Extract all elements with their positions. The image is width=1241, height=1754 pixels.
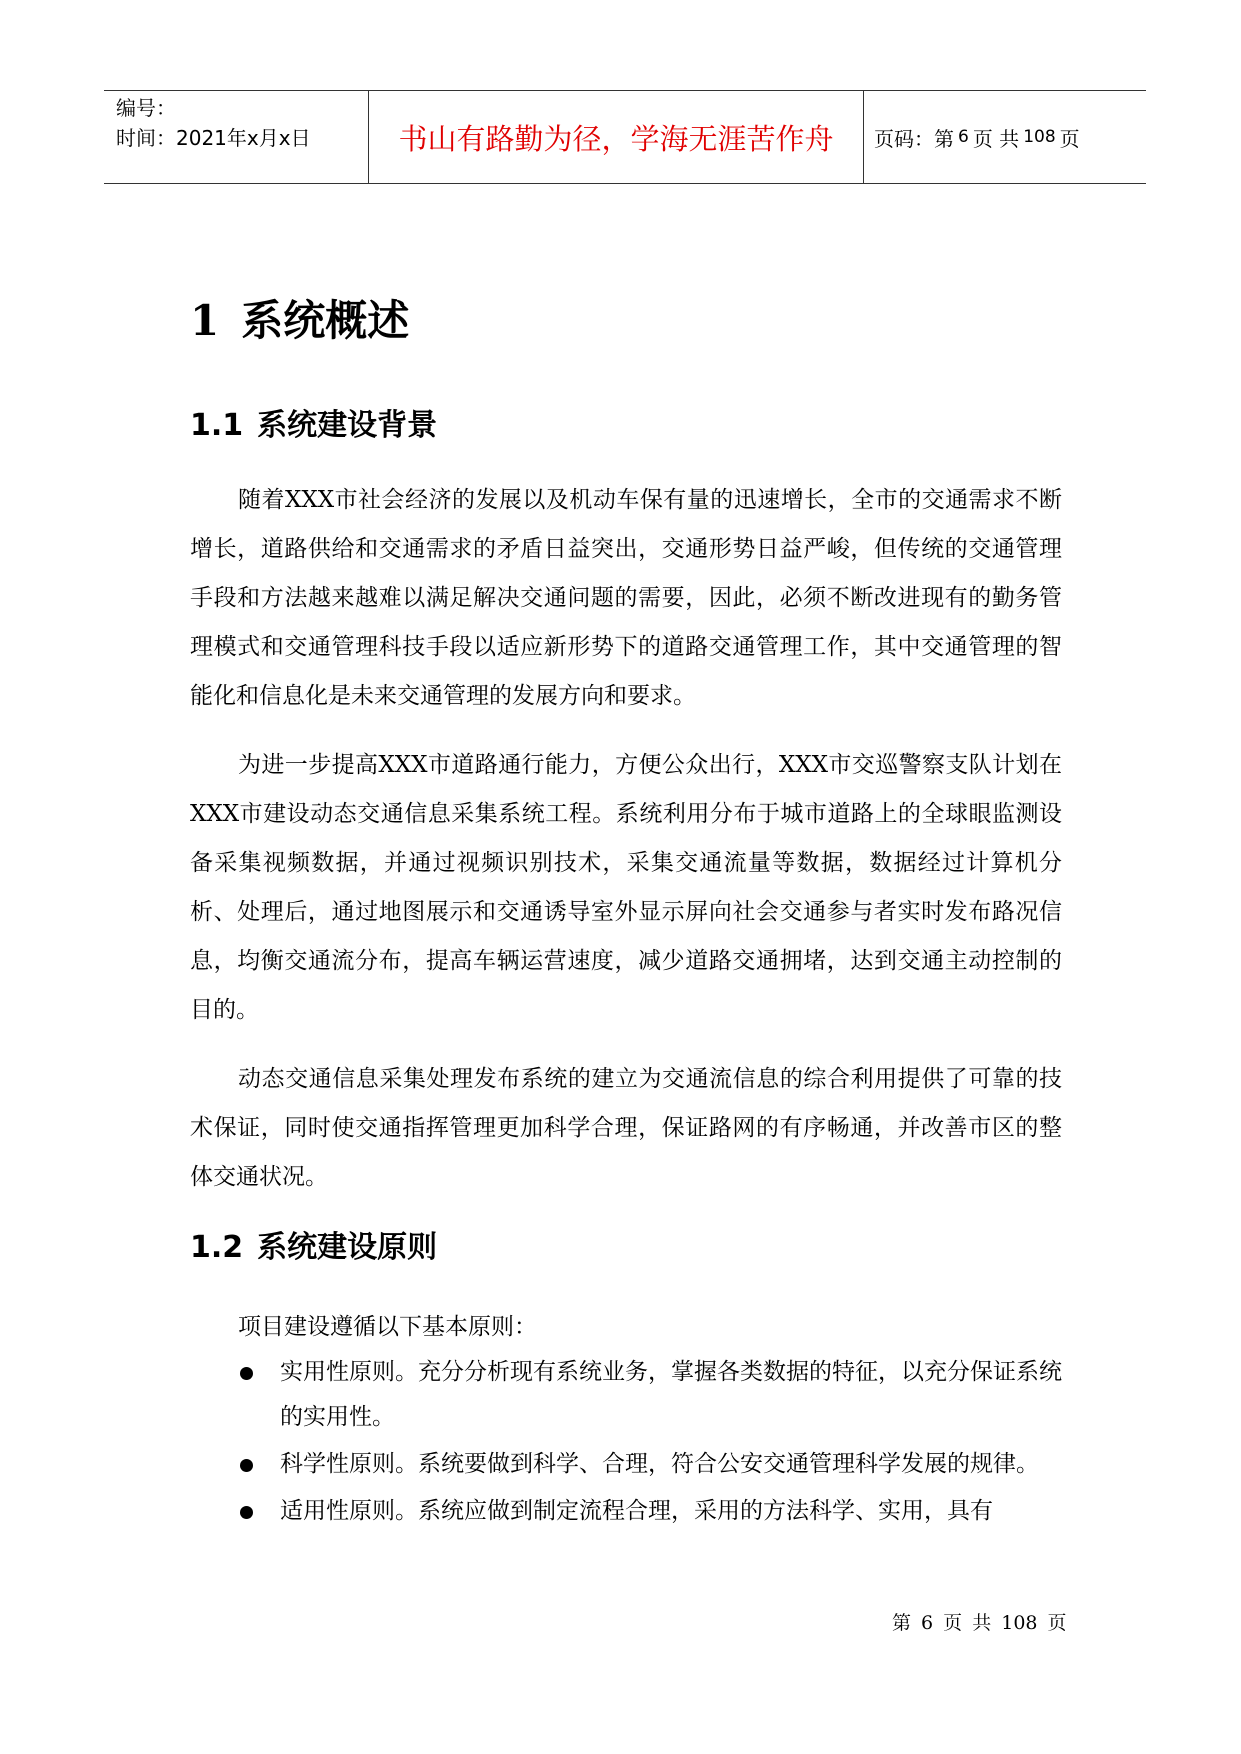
page-header: [104, 90, 1146, 184]
page-footer: 第 6 页 共 108 页: [892, 1612, 1067, 1634]
section-number: 1.2: [190, 1230, 244, 1265]
list-item: [190, 1350, 1062, 1440]
chapter-title: 系统概述: [241, 296, 410, 345]
header-number-label: 编号：: [116, 96, 176, 120]
header-date: 时间：2021年x月x日: [116, 126, 311, 150]
section-title: 系统建设原则: [257, 1230, 438, 1265]
principles-list: [190, 1350, 1062, 1536]
chapter-heading: [190, 288, 409, 348]
header-motto: 书山有路勤为径，学海无涯苦作舟: [368, 91, 864, 183]
header-page-suffix: 页: [1059, 126, 1080, 151]
section-heading-1-2: [190, 1222, 437, 1266]
bullet-icon: [240, 1459, 253, 1472]
header-page-middle: 页 共: [972, 126, 1020, 151]
principles-intro: 项目建设遵循以下基本原则：: [238, 1314, 537, 1340]
list-item: [190, 1442, 1062, 1487]
paragraph-background-2: 为进一步提高XXX市道路通行能力，方便公众出行，XXX市交巡警察支队计划在XXX市建设动态交通信息采集系统工程。系统利用分布于城市道路上的全球眼监测设备采集视频数据，并通过视频识别技术，采集交通流量等数据，数据经过计算机分析、处理后，通过地图展示和交通诱导室外显示屏向社会交通参与者实时发布路况信息，均衡交通流分布，提高车辆运营速度，减少道路交通拥堵，达到交通主动控制的目的。: [190, 752, 1062, 1023]
list-item-text: 实用性原则。充分分析现有系统业务，掌握各类数据的特征，以充分保证系统的实用性。: [280, 1359, 1062, 1430]
header-page-number: 6: [958, 127, 969, 147]
header-meta: [116, 93, 366, 153]
section-title: 系统建设背景: [257, 408, 438, 443]
list-item-text: 科学性原则。系统要做到科学、合理，符合公安交通管理科学发展的规律。: [280, 1451, 1039, 1477]
header-page-total: 108: [1023, 127, 1056, 147]
section-number: 1.1: [190, 408, 244, 443]
bullet-icon: [240, 1367, 253, 1380]
paragraph-background-3: 动态交通信息采集处理发布系统的建立为交通流信息的综合利用提供了可靠的技术保证，同时使交通指挥管理更加科学合理，保证路网的有序畅通，并改善市区的整体交通状况。: [190, 1066, 1062, 1190]
chapter-number: 1: [190, 296, 220, 345]
section-heading-1-1: [190, 400, 437, 444]
list-item-text: 适用性原则。系统应做到制定流程合理，采用的方法科学、实用，具有: [280, 1498, 993, 1524]
paragraph-background-1: 随着XXX市社会经济的发展以及机动车保有量的迅速增长，全市的交通需求不断增长，道路供给和交通需求的矛盾日益突出，交通形势日益严峻，但传统的交通管理手段和方法越来越难以满足解决交通问题的需要，因此，必须不断改进现有的勤务管理模式和交通管理科技手段以适应新形势下的道路交通管理工作，其中交通管理的智能化和信息化是未来交通管理的发展方向和要求。: [190, 487, 1062, 709]
bullet-icon: [240, 1506, 253, 1519]
list-item: [190, 1489, 1062, 1534]
header-page-info: [874, 91, 1080, 183]
header-page-prefix: 页码：第: [874, 126, 954, 151]
